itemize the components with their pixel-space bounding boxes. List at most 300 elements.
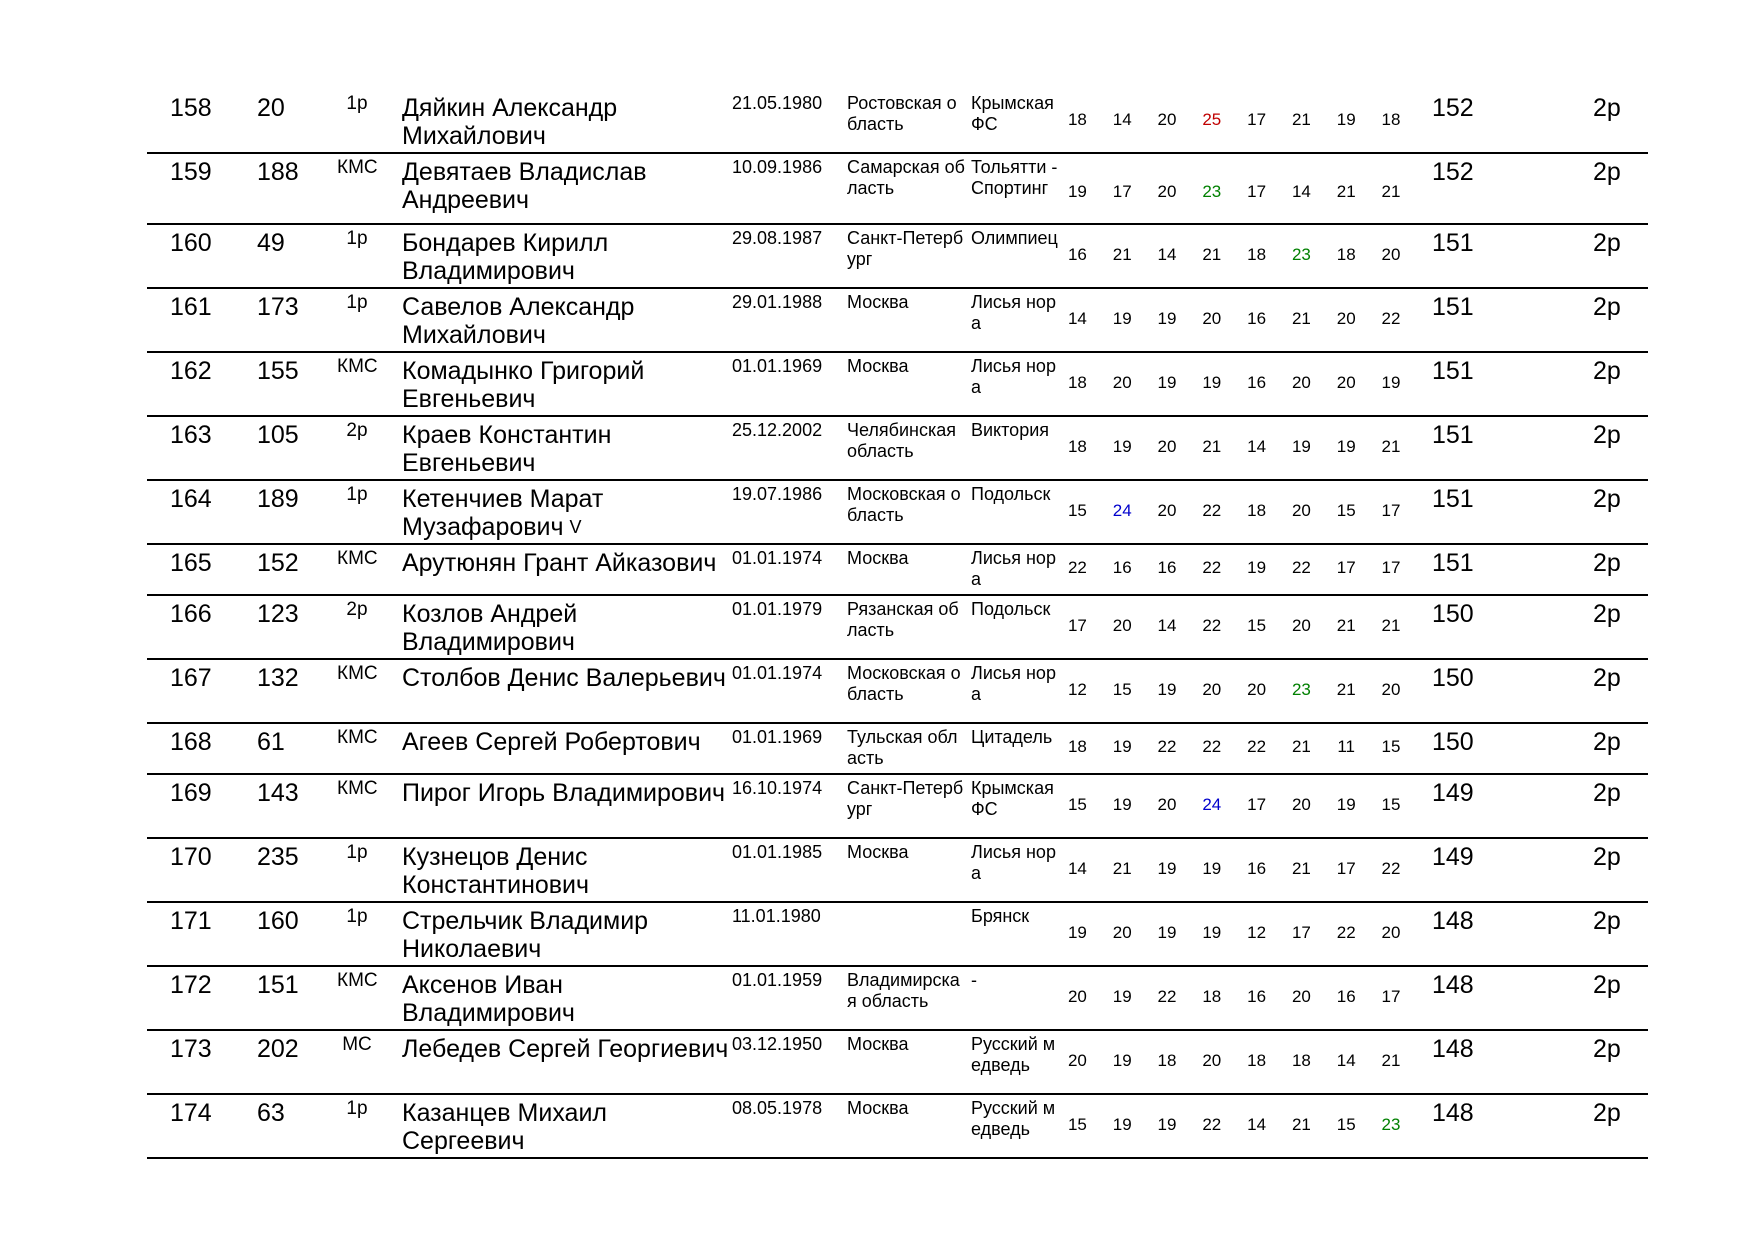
score: 22 — [1247, 737, 1267, 756]
bib-number: 188 — [257, 158, 299, 186]
rank: 2р — [1593, 1099, 1621, 1127]
athlete-name: Аксенов Иван Владимирович — [402, 971, 575, 1027]
table-row — [147, 660, 1648, 724]
score: 15 — [1067, 501, 1087, 520]
place: 174 — [170, 1099, 212, 1127]
category: 1р — [346, 228, 368, 249]
place: 167 — [170, 664, 212, 692]
place: 163 — [170, 421, 212, 449]
place: 158 — [170, 94, 212, 122]
score: 21 — [1291, 737, 1311, 756]
birth-date: 08.05.1978 — [732, 1098, 823, 1118]
score: 22 — [1157, 987, 1177, 1006]
category: 2р — [346, 599, 368, 620]
place: 161 — [170, 293, 212, 321]
region: Москва — [847, 548, 909, 568]
score: 20 — [1381, 245, 1401, 264]
score: 21 — [1291, 859, 1311, 878]
place: 164 — [170, 485, 212, 513]
club: Русский медведь — [971, 1098, 1056, 1139]
score: 20 — [1112, 616, 1132, 635]
bib-number: 105 — [257, 421, 299, 449]
score: 12 — [1067, 680, 1087, 699]
club: Цитадель — [971, 727, 1053, 747]
bib-number: 61 — [257, 728, 285, 756]
score: 18 — [1336, 245, 1356, 264]
club: Подольск — [971, 599, 1051, 619]
score: 21 — [1381, 182, 1401, 201]
club: Брянск — [971, 906, 1030, 926]
athlete-name: Кузнецов Денис Константинович — [402, 843, 590, 899]
bib-number: 151 — [257, 971, 299, 999]
athlete-name: Лебедев Сергей Георгиевич — [402, 1035, 729, 1063]
birth-date: 03.12.1950 — [732, 1034, 823, 1054]
table-row — [147, 154, 1648, 225]
club: Лисья нора — [971, 548, 1056, 589]
rank: 2р — [1593, 229, 1621, 257]
score: 19 — [1291, 437, 1311, 456]
score: 22 — [1202, 1115, 1222, 1134]
bib-number: 49 — [257, 229, 285, 257]
birth-date: 01.01.1959 — [732, 970, 823, 990]
athlete-name: Пирог Игорь Владимирович — [402, 779, 726, 807]
bib-number: 143 — [257, 779, 299, 807]
table-row — [147, 839, 1648, 903]
bib-number: 173 — [257, 293, 299, 321]
total-score: 149 — [1432, 779, 1474, 807]
birth-date: 01.01.1969 — [732, 727, 823, 747]
athlete-name-cell — [402, 485, 732, 541]
score: 20 — [1112, 923, 1132, 942]
score: 19 — [1157, 1115, 1177, 1134]
score: 20 — [1202, 1051, 1222, 1070]
birth-date: 29.01.1988 — [732, 292, 823, 312]
score: 19 — [1067, 182, 1087, 201]
score: 18 — [1067, 110, 1087, 129]
category: 1р — [346, 906, 368, 927]
birth-date: 10.09.1986 — [732, 157, 823, 177]
club: Русский медведь — [971, 1034, 1056, 1075]
score: 20 — [1157, 182, 1177, 201]
place: 162 — [170, 357, 212, 385]
table-row — [147, 967, 1648, 1031]
score: 18 — [1291, 1051, 1311, 1070]
region: Челябинская область — [847, 420, 956, 461]
score: 19 — [1336, 437, 1356, 456]
region: Владимирская область — [847, 970, 960, 1011]
score: 19 — [1112, 987, 1132, 1006]
place: 172 — [170, 971, 212, 999]
score: 20 — [1157, 795, 1177, 814]
athlete-name: Савелов Александр Михайлович — [402, 293, 635, 349]
score: 19 — [1112, 437, 1132, 456]
table-row — [147, 481, 1648, 545]
score: 22 — [1067, 558, 1087, 577]
athlete-name: Комадынко Григорий Евгеньевич — [402, 357, 645, 413]
region: Самарская область — [847, 157, 965, 198]
club: Лисья нора — [971, 842, 1056, 883]
score: 20 — [1202, 309, 1222, 328]
score: 21 — [1112, 245, 1132, 264]
category: КМС — [337, 157, 378, 178]
score-highlighted: 23 — [1291, 245, 1311, 264]
total-score: 151 — [1432, 549, 1474, 577]
score: 21 — [1336, 182, 1356, 201]
score: 20 — [1157, 437, 1177, 456]
birth-date: 11.01.1980 — [732, 906, 821, 926]
total-score: 150 — [1432, 664, 1474, 692]
rank: 2р — [1593, 907, 1621, 935]
score: 17 — [1067, 616, 1087, 635]
place: 168 — [170, 728, 212, 756]
score: 14 — [1247, 1115, 1267, 1134]
score: 19 — [1247, 558, 1267, 577]
table-row — [147, 903, 1648, 967]
region: Москва — [847, 842, 909, 862]
rank: 2р — [1593, 293, 1621, 321]
table-row — [147, 225, 1648, 289]
table-row — [147, 545, 1648, 596]
score: 20 — [1291, 616, 1311, 635]
total-score: 152 — [1432, 158, 1474, 186]
rank: 2р — [1593, 94, 1621, 122]
score: 20 — [1291, 795, 1311, 814]
score: 19 — [1202, 923, 1222, 942]
score: 15 — [1247, 616, 1267, 635]
score: 17 — [1247, 182, 1267, 201]
score: 22 — [1202, 501, 1222, 520]
score: 15 — [1067, 795, 1087, 814]
score: 17 — [1291, 923, 1311, 942]
score: 18 — [1381, 110, 1401, 129]
score: 19 — [1202, 373, 1222, 392]
place: 160 — [170, 229, 212, 257]
bib-number: 123 — [257, 600, 299, 628]
score: 16 — [1247, 859, 1267, 878]
score: 22 — [1157, 737, 1177, 756]
rank: 2р — [1593, 600, 1621, 628]
club: Тольятти - Спортинг — [971, 157, 1058, 198]
category: 1р — [346, 1098, 368, 1119]
score: 22 — [1336, 923, 1356, 942]
score: 16 — [1112, 558, 1132, 577]
score: 20 — [1336, 373, 1356, 392]
bib-number: 20 — [257, 94, 285, 122]
score: 20 — [1381, 923, 1401, 942]
score: 20 — [1336, 309, 1356, 328]
category: МС — [342, 1034, 372, 1055]
score-highlighted: 23 — [1202, 182, 1222, 201]
birth-date: 29.08.1987 — [732, 228, 823, 248]
score: 20 — [1291, 987, 1311, 1006]
birth-date: 21.05.1980 — [732, 93, 823, 113]
rank: 2р — [1593, 728, 1621, 756]
score: 18 — [1247, 245, 1267, 264]
score: 15 — [1112, 680, 1132, 699]
table-row — [147, 353, 1648, 417]
place: 171 — [170, 907, 212, 935]
score: 17 — [1381, 987, 1401, 1006]
score: 21 — [1112, 859, 1132, 878]
rank: 2р — [1593, 357, 1621, 385]
category: 1р — [346, 842, 368, 863]
score: 16 — [1247, 987, 1267, 1006]
score: 20 — [1291, 373, 1311, 392]
score-highlighted: 24 — [1112, 501, 1132, 520]
category: КМС — [337, 356, 378, 377]
score: 16 — [1336, 987, 1356, 1006]
score: 21 — [1381, 1051, 1401, 1070]
category: КМС — [337, 727, 378, 748]
score: 15 — [1336, 1115, 1356, 1134]
athlete-name: Бондарев Кирилл Владимирович — [402, 229, 609, 285]
score: 19 — [1157, 373, 1177, 392]
total-score: 149 — [1432, 843, 1474, 871]
athlete-name: Казанцев Михаил Сергеевич — [402, 1099, 607, 1155]
birth-date: 19.07.1986 — [732, 484, 823, 504]
score: 19 — [1112, 795, 1132, 814]
score: 15 — [1336, 501, 1356, 520]
table-row — [147, 90, 1648, 154]
region: Московская область — [847, 663, 961, 704]
score: 20 — [1067, 1051, 1087, 1070]
score: 15 — [1381, 737, 1401, 756]
table-row — [147, 1031, 1648, 1095]
place: 173 — [170, 1035, 212, 1063]
club: Лисья нора — [971, 356, 1056, 397]
score: 22 — [1202, 737, 1222, 756]
score: 21 — [1291, 1115, 1311, 1134]
score: 21 — [1202, 245, 1222, 264]
score: 18 — [1247, 1051, 1267, 1070]
bib-number: 132 — [257, 664, 299, 692]
score: 20 — [1067, 987, 1087, 1006]
score-highlighted: 25 — [1202, 110, 1222, 129]
place: 165 — [170, 549, 212, 577]
score: 20 — [1157, 110, 1177, 129]
birth-date: 01.01.1979 — [732, 599, 823, 619]
total-score: 151 — [1432, 293, 1474, 321]
score: 15 — [1067, 1115, 1087, 1134]
score: 17 — [1336, 859, 1356, 878]
score: 14 — [1336, 1051, 1356, 1070]
score: 17 — [1247, 110, 1267, 129]
total-score: 150 — [1432, 728, 1474, 756]
club: Подольск — [971, 484, 1051, 504]
total-score: 151 — [1432, 421, 1474, 449]
club: Олимпиец — [971, 228, 1058, 248]
score: 22 — [1202, 558, 1222, 577]
place: 166 — [170, 600, 212, 628]
score: 20 — [1157, 501, 1177, 520]
place: 170 — [170, 843, 212, 871]
score: 18 — [1067, 437, 1087, 456]
bib-number: 155 — [257, 357, 299, 385]
club: Крымская ФС — [971, 93, 1054, 134]
region: Санкт-Петербург — [847, 228, 964, 269]
score: 19 — [1381, 373, 1401, 392]
score: 19 — [1336, 795, 1356, 814]
table-row — [147, 417, 1648, 481]
score: 19 — [1336, 110, 1356, 129]
score: 14 — [1157, 245, 1177, 264]
total-score: 148 — [1432, 1035, 1474, 1063]
score: 18 — [1067, 373, 1087, 392]
region: Рязанская область — [847, 599, 959, 640]
score: 19 — [1112, 1115, 1132, 1134]
place: 169 — [170, 779, 212, 807]
score-highlighted: 24 — [1202, 795, 1222, 814]
score: 22 — [1202, 616, 1222, 635]
score: 19 — [1157, 309, 1177, 328]
rank: 2р — [1593, 549, 1621, 577]
rank: 2р — [1593, 421, 1621, 449]
score: 21 — [1336, 616, 1356, 635]
club: Лисья нора — [971, 663, 1056, 704]
region: Тульская область — [847, 727, 958, 768]
rank: 2р — [1593, 843, 1621, 871]
birth-date: 01.01.1974 — [732, 663, 823, 683]
club: - — [971, 970, 977, 990]
region: Москва — [847, 292, 909, 312]
rank: 2р — [1593, 1035, 1621, 1063]
score: 16 — [1247, 373, 1267, 392]
bib-number: 235 — [257, 843, 299, 871]
score: 21 — [1336, 680, 1356, 699]
club: Крымская ФС — [971, 778, 1054, 819]
score-highlighted: 23 — [1291, 680, 1311, 699]
athlete-name: Столбов Денис Валерьевич — [402, 664, 726, 692]
category: 1р — [346, 292, 368, 313]
bib-number: 189 — [257, 485, 299, 513]
results-table — [147, 90, 1648, 1159]
athlete-name: Агеев Сергей Робертович — [402, 728, 701, 756]
score: 19 — [1112, 309, 1132, 328]
score: 17 — [1381, 558, 1401, 577]
score: 14 — [1112, 110, 1132, 129]
birth-date: 16.10.1974 — [732, 778, 823, 798]
category: 1р — [346, 93, 368, 114]
score: 19 — [1202, 859, 1222, 878]
bib-number: 202 — [257, 1035, 299, 1063]
rank: 2р — [1593, 485, 1621, 513]
total-score: 150 — [1432, 600, 1474, 628]
score: 22 — [1381, 859, 1401, 878]
category: 2р — [346, 420, 368, 441]
birth-date: 01.01.1974 — [732, 548, 823, 568]
score: 14 — [1291, 182, 1311, 201]
category: КМС — [337, 548, 378, 569]
score: 19 — [1067, 923, 1087, 942]
score: 17 — [1381, 501, 1401, 520]
score: 20 — [1247, 680, 1267, 699]
score: 16 — [1157, 558, 1177, 577]
region: Московская область — [847, 484, 961, 525]
score: 21 — [1381, 616, 1401, 635]
score: 18 — [1202, 987, 1222, 1006]
score: 12 — [1247, 923, 1267, 942]
score: 21 — [1381, 437, 1401, 456]
score: 14 — [1067, 859, 1087, 878]
score: 22 — [1381, 309, 1401, 328]
place: 159 — [170, 158, 212, 186]
score: 19 — [1157, 859, 1177, 878]
score: 16 — [1067, 245, 1087, 264]
score: 18 — [1067, 737, 1087, 756]
rank: 2р — [1593, 664, 1621, 692]
athlete-name: Арутюнян Грант Айказович — [402, 549, 717, 577]
total-score: 151 — [1432, 357, 1474, 385]
club: Лисья нора — [971, 292, 1056, 333]
score: 19 — [1112, 737, 1132, 756]
athlete-name: Козлов Андрей Владимирович — [402, 600, 578, 656]
table-row — [147, 1095, 1648, 1159]
score: 17 — [1247, 795, 1267, 814]
score: 14 — [1067, 309, 1087, 328]
athlete-name: Кетенчиев Марат Музафарович — [402, 485, 604, 541]
total-score: 151 — [1432, 229, 1474, 257]
score: 14 — [1247, 437, 1267, 456]
table-row — [147, 775, 1648, 839]
rank: 2р — [1593, 158, 1621, 186]
birth-date: 01.01.1985 — [732, 842, 823, 862]
score: 15 — [1381, 795, 1401, 814]
score: 21 — [1291, 110, 1311, 129]
region: Москва — [847, 356, 909, 376]
score: 20 — [1112, 373, 1132, 392]
score: 21 — [1202, 437, 1222, 456]
birth-date: 01.01.1969 — [732, 356, 823, 376]
score: 19 — [1157, 923, 1177, 942]
table-row — [147, 596, 1648, 660]
athlete-name: Краев Константин Евгеньевич — [402, 421, 612, 477]
score: 20 — [1202, 680, 1222, 699]
region: Москва — [847, 1034, 909, 1054]
category: КМС — [337, 663, 378, 684]
score: 19 — [1112, 1051, 1132, 1070]
score: 20 — [1291, 501, 1311, 520]
category: КМС — [337, 970, 378, 991]
total-score: 148 — [1432, 907, 1474, 935]
table-row — [147, 724, 1648, 775]
rank: 2р — [1593, 779, 1621, 807]
score: 21 — [1291, 309, 1311, 328]
region: Санкт-Петербург — [847, 778, 964, 819]
score-highlighted: 23 — [1381, 1115, 1401, 1134]
table-row — [147, 289, 1648, 353]
athlete-name: Девятаев Владислав Андреевич — [402, 158, 647, 214]
category: КМС — [337, 778, 378, 799]
athlete-name: Стрельчик Владимир Николаевич — [402, 907, 649, 963]
region: Ростовская область — [847, 93, 957, 134]
score: 19 — [1157, 680, 1177, 699]
total-score: 148 — [1432, 971, 1474, 999]
athlete-name: Дяйкин Александр Михайлович — [402, 94, 618, 150]
total-score: 148 — [1432, 1099, 1474, 1127]
score: 20 — [1381, 680, 1401, 699]
total-score: 151 — [1432, 485, 1474, 513]
score: 17 — [1112, 182, 1132, 201]
region: Москва — [847, 1098, 909, 1118]
score: 14 — [1157, 616, 1177, 635]
bib-number: 152 — [257, 549, 299, 577]
score: 22 — [1291, 558, 1311, 577]
name-mark: V — [569, 517, 582, 537]
bib-number: 63 — [257, 1099, 285, 1127]
club: Виктория — [971, 420, 1050, 440]
bib-number: 160 — [257, 907, 299, 935]
score: 16 — [1247, 309, 1267, 328]
